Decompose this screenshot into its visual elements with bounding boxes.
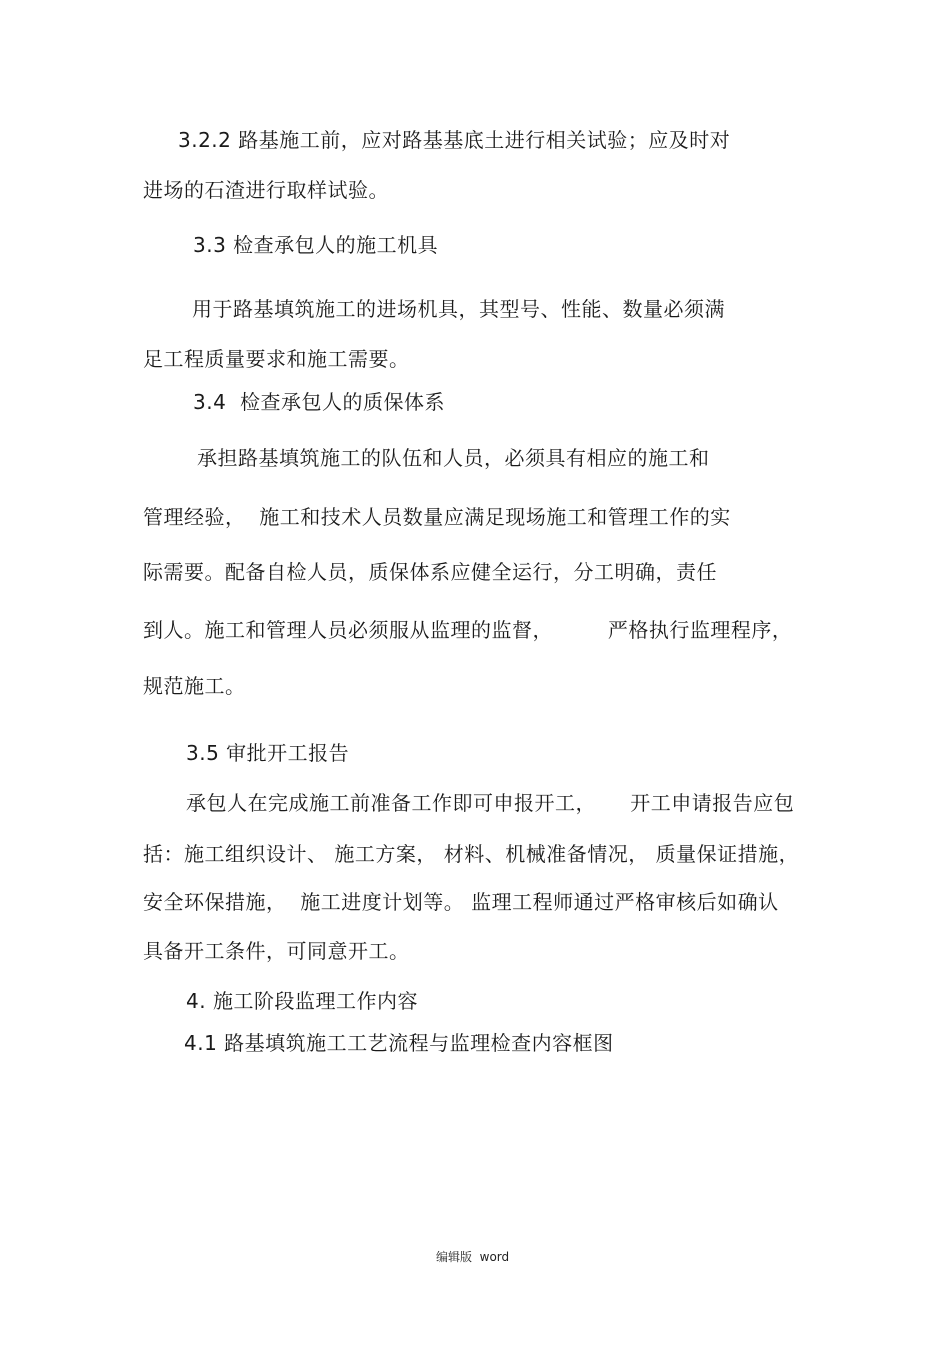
heading-3-4: 3.4 检查承包人的质保体系 xyxy=(193,390,446,414)
paragraph-3-4-line-2: 管理经验， 施工和技术人员数量应满足现场施工和管理工作的实 xyxy=(143,505,731,529)
heading-4-1: 4.1 路基填筑施工工艺流程与监理检查内容框图 xyxy=(184,1031,614,1055)
paragraph-3-4-line-1: 承担路基填筑施工的队伍和人员，必须具有相应的施工和 xyxy=(197,446,710,470)
heading-4: 4. 施工阶段监理工作内容 xyxy=(186,989,418,1013)
heading-3-5: 3.5 审批开工报告 xyxy=(186,741,350,765)
paragraph-3-3-line-1: 用于路基填筑施工的进场机具，其型号、性能、数量必须满 xyxy=(192,297,725,321)
paragraph-3-5-line-3: 安全环保措施， 施工进度计划等。 监理工程师通过严格审核后如确认 xyxy=(143,890,779,914)
paragraph-3-2-2-line-2: 进场的石渣进行取样试验。 xyxy=(143,178,389,202)
paragraph-3-5-line-4: 具备开工条件，可同意开工。 xyxy=(143,939,410,963)
paragraph-3-4-line-3: 际需要。配备自检人员，质保体系应健全运行，分工明确，责任 xyxy=(143,560,717,584)
paragraph-3-5-line-1: 承包人在完成施工前准备工作即可申报开工， 开工申请报告应包 xyxy=(186,791,795,815)
paragraph-3-2-2-line-1: 3.2.2 路基施工前，应对路基基底土进行相关试验；应及时对 xyxy=(178,128,731,152)
page-footer: 编辑版 word xyxy=(436,1250,510,1264)
paragraph-3-5-line-2: 括：施工组织设计、 施工方案， 材料、机械准备情况， 质量保证措施， xyxy=(143,842,800,866)
heading-3-3: 3.3 检查承包人的施工机具 xyxy=(193,233,439,257)
paragraph-3-4-line-4: 到人。施工和管理人员必须服从监理的监督， 严格执行监理程序， xyxy=(143,618,793,642)
paragraph-3-3-line-2: 足工程质量要求和施工需要。 xyxy=(143,347,410,371)
paragraph-3-4-line-5: 规范施工。 xyxy=(143,674,246,698)
